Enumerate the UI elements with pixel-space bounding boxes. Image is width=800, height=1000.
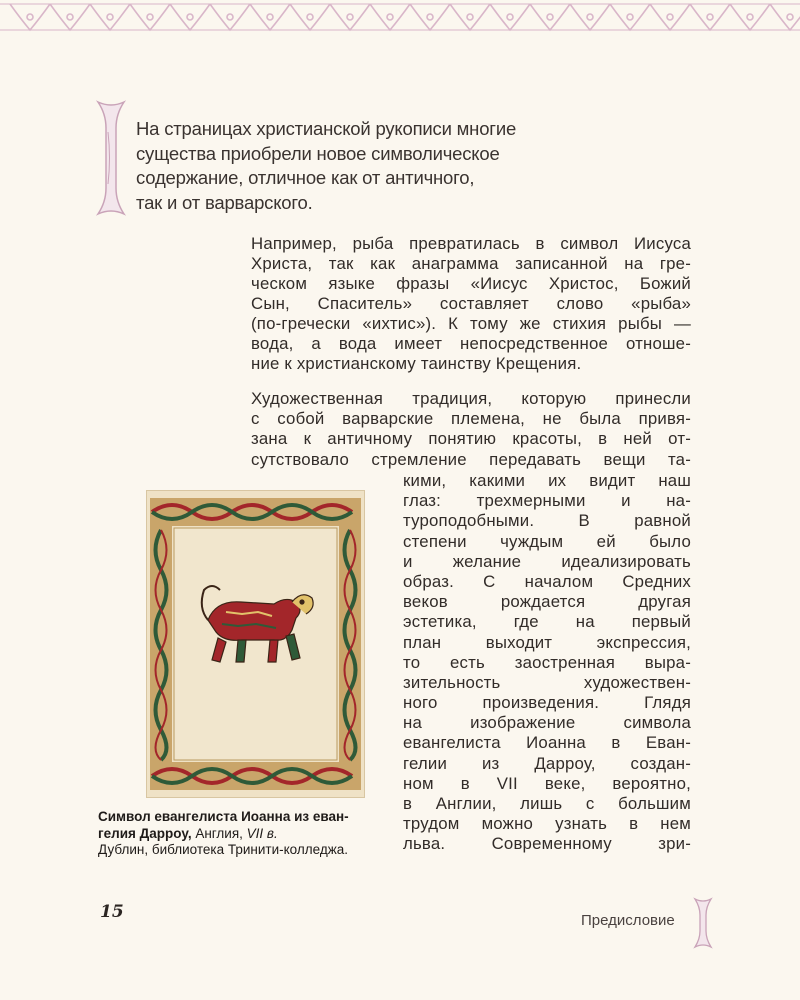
footer-bracket-icon xyxy=(692,897,714,949)
text-line: степени чуждым ей было xyxy=(403,531,691,551)
text-line: на изображение символа xyxy=(403,713,691,733)
page-number: 15 xyxy=(100,902,124,922)
decorative-top-border xyxy=(0,0,800,48)
text-line: и желание идеализировать xyxy=(403,551,691,571)
text-line: евангелиста Иоанна в Еван- xyxy=(403,733,691,753)
text-line: ческом языке фразы «Иисус Христос, Божий xyxy=(251,274,691,293)
caption-location: Дублин, библиотека Тринити-колледжа. xyxy=(98,842,349,857)
lead-line: содержание, отличное как от античного, xyxy=(136,167,475,188)
caption-title: Символ евангелиста Иоанна из еван- xyxy=(98,809,349,824)
lead-paragraph xyxy=(136,117,566,215)
text-line: ние к христианскому таинству Крещения. xyxy=(251,354,582,373)
section-title: Предисловие xyxy=(581,912,675,929)
text-line: веков рождается другая xyxy=(403,592,691,612)
text-line: Художественная традиция, которую принесли xyxy=(251,389,691,408)
body-paragraph-1 xyxy=(251,234,691,374)
caption-century: VII в. xyxy=(246,825,278,841)
text-line: (по-гречески «ихтис»). К тому же стихия рыбы — xyxy=(251,314,691,333)
text-line: зительность художествен- xyxy=(403,672,691,692)
manuscript-illustration xyxy=(146,490,365,798)
text-line: ном в VII веке, вероятно, xyxy=(403,773,691,793)
lead-line: так и от варварского. xyxy=(136,191,313,213)
text-line: Например, рыба превратилась в символ Иисуса xyxy=(251,234,691,253)
text-line: глаз: трехмерными и на- xyxy=(403,491,691,511)
body-paragraph-2-column xyxy=(403,471,691,855)
body-paragraph-2 xyxy=(251,389,691,470)
text-line: сутствовало стремление передавать вещи та- xyxy=(251,449,691,469)
text-line: кими, какими их видит наш xyxy=(403,471,691,490)
text-line: план выходит экспрессия, xyxy=(403,632,691,652)
text-line: вода, а вода имеет непосредственное отноше- xyxy=(251,334,691,353)
text-line: образ. С началом Средних xyxy=(403,571,691,591)
illustration-caption xyxy=(98,809,398,859)
text-line: зана к античному понятию красоты, в ней от- xyxy=(251,429,691,449)
text-line: с собой варварские племена, не была привя- xyxy=(251,409,691,429)
text-line: трудом можно узнать в нем xyxy=(403,814,691,834)
text-line: в Англии, лишь с большим xyxy=(403,794,691,813)
text-line: ного произведения. Глядя xyxy=(403,693,691,713)
text-line: то есть заостренная выра- xyxy=(403,652,691,672)
text-line: Сын, Спаситель» составляет слово «рыба» xyxy=(251,294,691,313)
text-line: льва. Современному зри- xyxy=(403,834,691,854)
lead-line: существа приобрели новое символическое xyxy=(136,142,500,164)
decorative-bracket-icon xyxy=(94,98,128,218)
text-line: эстетика, где на первый xyxy=(403,612,691,632)
lead-line: На страницах христианской рукописи многие xyxy=(136,118,517,139)
caption-place: Англия, xyxy=(191,825,247,841)
text-line: туроподобными. В равной xyxy=(403,511,691,531)
caption-title-cont: гелия Дарроу, xyxy=(98,825,192,841)
text-line: гелии из Дарроу, создан- xyxy=(403,753,691,773)
text-line: Христа, так как анаграмма записанной на гре- xyxy=(251,254,691,273)
